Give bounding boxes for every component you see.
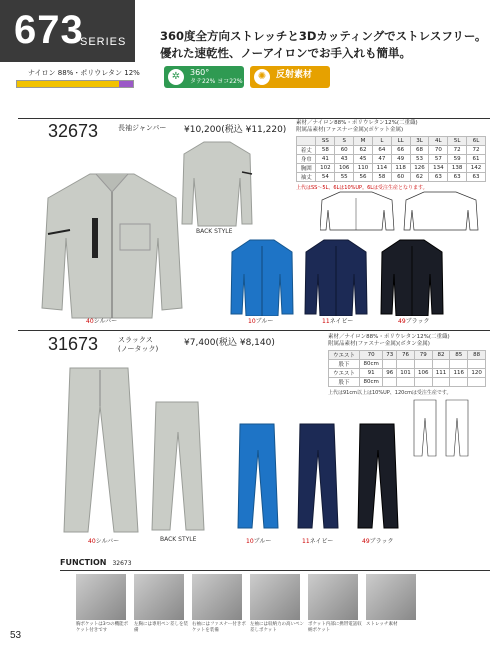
color-name: ブラック xyxy=(405,318,430,325)
size-cell: 身巾 xyxy=(297,155,316,164)
size-cell: S xyxy=(335,137,354,146)
size-cell: 70 xyxy=(429,146,448,155)
size-cell: ウエスト xyxy=(329,369,360,378)
size-cell: 61 xyxy=(467,155,486,164)
function-photo-2 xyxy=(134,574,184,620)
size-cell: 88 xyxy=(468,351,486,360)
series-banner xyxy=(0,0,135,62)
section-divider xyxy=(18,118,490,119)
size-cell: 43 xyxy=(335,155,354,164)
size-cell xyxy=(432,360,450,369)
jacket-note: 上代はSS〜5L、6Lは10%UP。6Lは受注生産となります。 xyxy=(296,185,428,191)
stretch-badge-label: 360° xyxy=(190,68,210,77)
jacket-back-image xyxy=(180,138,254,228)
size-cell: 41 xyxy=(316,155,335,164)
size-cell: 134 xyxy=(429,164,448,173)
size-cell: 着丈 xyxy=(297,146,316,155)
size-cell: 55 xyxy=(335,173,354,182)
color-number: 10 xyxy=(246,538,254,545)
slacks-back-image xyxy=(150,400,206,534)
slacks-color-black xyxy=(362,536,394,545)
slacks-color-blue xyxy=(246,536,271,545)
slacks-silver-front-image xyxy=(62,366,142,536)
size-cell: 5L xyxy=(448,137,467,146)
size-cell xyxy=(414,378,432,387)
size-cell: 47 xyxy=(372,155,391,164)
slacks-name-2: (ノータック) xyxy=(118,345,159,353)
color-number: 40 xyxy=(86,318,94,325)
jacket-price: ¥10,200(税込 ¥11,220) xyxy=(184,125,287,135)
jacket-specs xyxy=(296,120,418,134)
reflect-badge xyxy=(250,66,330,88)
size-cell: 106 xyxy=(335,164,354,173)
size-cell: 85 xyxy=(450,351,468,360)
function-caption-3: 右袖にはファスナー付きポケットを装備 xyxy=(192,622,246,633)
jacket-size-table xyxy=(296,136,486,182)
jacket-black-image xyxy=(380,238,444,316)
size-cell: 54 xyxy=(316,173,335,182)
size-cell: 58 xyxy=(316,146,335,155)
size-cell: 49 xyxy=(391,155,410,164)
size-row xyxy=(329,378,486,387)
size-cell xyxy=(468,360,486,369)
size-cell: 60 xyxy=(335,146,354,155)
jacket-back-label: BACK STYLE xyxy=(196,228,233,235)
color-name: シルバー xyxy=(93,318,118,325)
size-cell: 胸囲 xyxy=(297,164,316,173)
function-caption-5: ポケット内部に携帯電話収納ポケット xyxy=(308,622,362,633)
material-ratio-bar xyxy=(16,80,134,88)
headline-line-2: 優れた速乾性、ノーアイロンでお手入れも簡単。 xyxy=(160,46,412,60)
function-photo-5 xyxy=(308,574,358,620)
size-cell: 120 xyxy=(468,369,486,378)
size-cell: 118 xyxy=(391,164,410,173)
slacks-price: ¥7,400(税込 ¥8,140) xyxy=(184,338,275,348)
size-cell: 73 xyxy=(383,351,397,360)
color-number: 11 xyxy=(302,538,310,545)
function-photo-4 xyxy=(250,574,300,620)
function-caption-6: ストレッチ素材 xyxy=(366,622,398,627)
size-cell: 72 xyxy=(448,146,467,155)
function-caption-4: 左袖には収納力の高いペン差しポケット xyxy=(250,622,304,633)
size-cell: 114 xyxy=(372,164,391,173)
function-photo-3 xyxy=(192,574,242,620)
size-cell: 101 xyxy=(397,369,415,378)
function-caption-2: 左胸には専用ペン差しを装備 xyxy=(134,622,188,633)
size-cell xyxy=(397,378,415,387)
size-cell: L xyxy=(372,137,391,146)
size-cell xyxy=(383,360,397,369)
size-cell: SS xyxy=(316,137,335,146)
size-cell xyxy=(397,360,415,369)
function-title xyxy=(60,558,132,567)
section-divider xyxy=(18,330,490,331)
function-photo-1 xyxy=(76,574,126,620)
size-cell: 70 xyxy=(359,351,382,360)
function-title-text: FUNCTION xyxy=(60,558,107,567)
size-cell: 72 xyxy=(467,146,486,155)
size-cell: 53 xyxy=(410,155,429,164)
jacket-color-navy xyxy=(322,316,353,325)
size-cell: 56 xyxy=(354,173,373,182)
stretch-badge-sub: タテ22% ヨコ22% xyxy=(190,78,243,85)
size-cell: 91 xyxy=(359,369,382,378)
page-number: 53 xyxy=(10,630,22,641)
size-cell: 66 xyxy=(391,146,410,155)
size-cell: 80cm xyxy=(359,378,382,387)
size-cell: 6L xyxy=(467,137,486,146)
size-row xyxy=(297,146,486,155)
size-cell xyxy=(297,137,316,146)
size-cell xyxy=(414,360,432,369)
size-cell xyxy=(432,378,450,387)
color-number: 10 xyxy=(248,318,256,325)
slacks-back-label: BACK STYLE xyxy=(160,536,197,543)
slacks-black-image xyxy=(356,422,400,530)
size-cell: 76 xyxy=(397,351,415,360)
size-cell: 57 xyxy=(429,155,448,164)
size-cell: 106 xyxy=(414,369,432,378)
size-cell: 62 xyxy=(354,146,373,155)
size-cell: 45 xyxy=(354,155,373,164)
size-cell: ウエスト xyxy=(329,351,360,360)
color-number: 11 xyxy=(322,318,330,325)
function-divider xyxy=(60,570,490,571)
jacket-code: 32673 xyxy=(48,121,99,141)
stretch-icon: ✲ xyxy=(168,69,184,85)
function-code: 32673 xyxy=(112,560,132,567)
size-cell: LL xyxy=(391,137,410,146)
size-row xyxy=(329,351,486,360)
jacket-color-silver xyxy=(86,316,117,325)
size-cell: 袖丈 xyxy=(297,173,316,182)
size-cell: 4L xyxy=(429,137,448,146)
size-cell: 59 xyxy=(448,155,467,164)
color-number: 49 xyxy=(398,318,406,325)
size-cell xyxy=(383,378,397,387)
size-cell: 股下 xyxy=(329,378,360,387)
size-cell: 79 xyxy=(414,351,432,360)
size-cell: 3L xyxy=(410,137,429,146)
size-cell: 116 xyxy=(450,369,468,378)
slacks-color-silver xyxy=(88,536,119,545)
size-row xyxy=(329,369,486,378)
size-cell: 82 xyxy=(432,351,450,360)
jacket-spec-1: 素材／ナイロン88%・ポリウレタン12%(二重織) xyxy=(296,120,418,126)
slacks-code: 31673 xyxy=(48,334,99,354)
size-cell: 58 xyxy=(372,173,391,182)
slacks-size-table xyxy=(328,350,486,387)
size-cell xyxy=(468,378,486,387)
slacks-blue-image xyxy=(236,422,280,530)
reflect-badge-label: 反射素材 xyxy=(276,70,313,80)
jacket-navy-image xyxy=(304,238,368,316)
color-number: 40 xyxy=(88,538,96,545)
jacket-technical-drawing xyxy=(320,190,480,232)
size-cell: 62 xyxy=(410,173,429,182)
slacks-specs xyxy=(328,334,450,348)
color-name: ブルー xyxy=(253,538,272,545)
size-row xyxy=(297,173,486,182)
size-cell: 142 xyxy=(467,164,486,173)
jacket-blue-image xyxy=(230,238,294,316)
jacket-color-blue xyxy=(248,316,273,325)
function-photo-6 xyxy=(366,574,416,620)
size-cell: M xyxy=(354,137,373,146)
size-cell xyxy=(450,378,468,387)
slacks-note: 上代は91cm以上は10%UP、120cmは受注生産です。 xyxy=(328,390,452,396)
size-cell: 63 xyxy=(467,173,486,182)
color-name: シルバー xyxy=(95,538,120,545)
color-name: ネイビー xyxy=(309,538,334,545)
headline-line-1: 360度全方向ストレッチと3Dカッティングでストレスフリー。 xyxy=(160,29,487,43)
series-number: 673 xyxy=(14,8,84,52)
size-row xyxy=(329,360,486,369)
series-word: SERIES xyxy=(80,36,127,48)
size-cell: 63 xyxy=(448,173,467,182)
slacks-name xyxy=(118,336,158,354)
size-cell: 64 xyxy=(372,146,391,155)
stretch-badge xyxy=(164,66,244,88)
size-cell: 102 xyxy=(316,164,335,173)
color-number: 49 xyxy=(362,538,370,545)
jacket-silver-front-image xyxy=(40,168,184,320)
slacks-color-navy xyxy=(302,536,333,545)
slacks-navy-image xyxy=(296,422,340,530)
size-cell: 63 xyxy=(429,173,448,182)
slacks-name-1: スラックス xyxy=(118,336,153,344)
size-row xyxy=(297,137,486,146)
size-cell: 80cm xyxy=(359,360,382,369)
jacket-spec-2: 附属品素材(ファスナー金属)(ポケット金属) xyxy=(296,127,404,133)
color-name: ネイビー xyxy=(329,318,354,325)
function-caption-1: 胸ポケットは3つの機能ポケット付きです xyxy=(76,622,129,633)
size-cell: 110 xyxy=(354,164,373,173)
size-cell: 68 xyxy=(410,146,429,155)
slacks-spec-1: 素材／ナイロン88%・ポリウレタン12%(二重織) xyxy=(328,334,450,340)
reflect-icon: ✺ xyxy=(254,69,270,85)
color-name: ブラック xyxy=(369,538,394,545)
size-cell: 60 xyxy=(391,173,410,182)
size-row xyxy=(297,164,486,173)
size-cell: 96 xyxy=(383,369,397,378)
headline xyxy=(160,28,490,62)
size-cell xyxy=(450,360,468,369)
size-cell: 126 xyxy=(410,164,429,173)
color-name: ブルー xyxy=(255,318,274,325)
size-cell: 138 xyxy=(448,164,467,173)
jacket-name: 長袖ジャンパー xyxy=(118,124,167,132)
jacket-color-black xyxy=(398,316,430,325)
size-cell: 股下 xyxy=(329,360,360,369)
slacks-spec-2: 附属品素材(ファスナー金属)(ボタン金属) xyxy=(328,341,430,347)
slacks-technical-drawing xyxy=(412,398,472,458)
size-row xyxy=(297,155,486,164)
size-cell: 111 xyxy=(432,369,450,378)
material-label: ナイロン 88%・ポリウレタン 12% xyxy=(28,69,140,77)
